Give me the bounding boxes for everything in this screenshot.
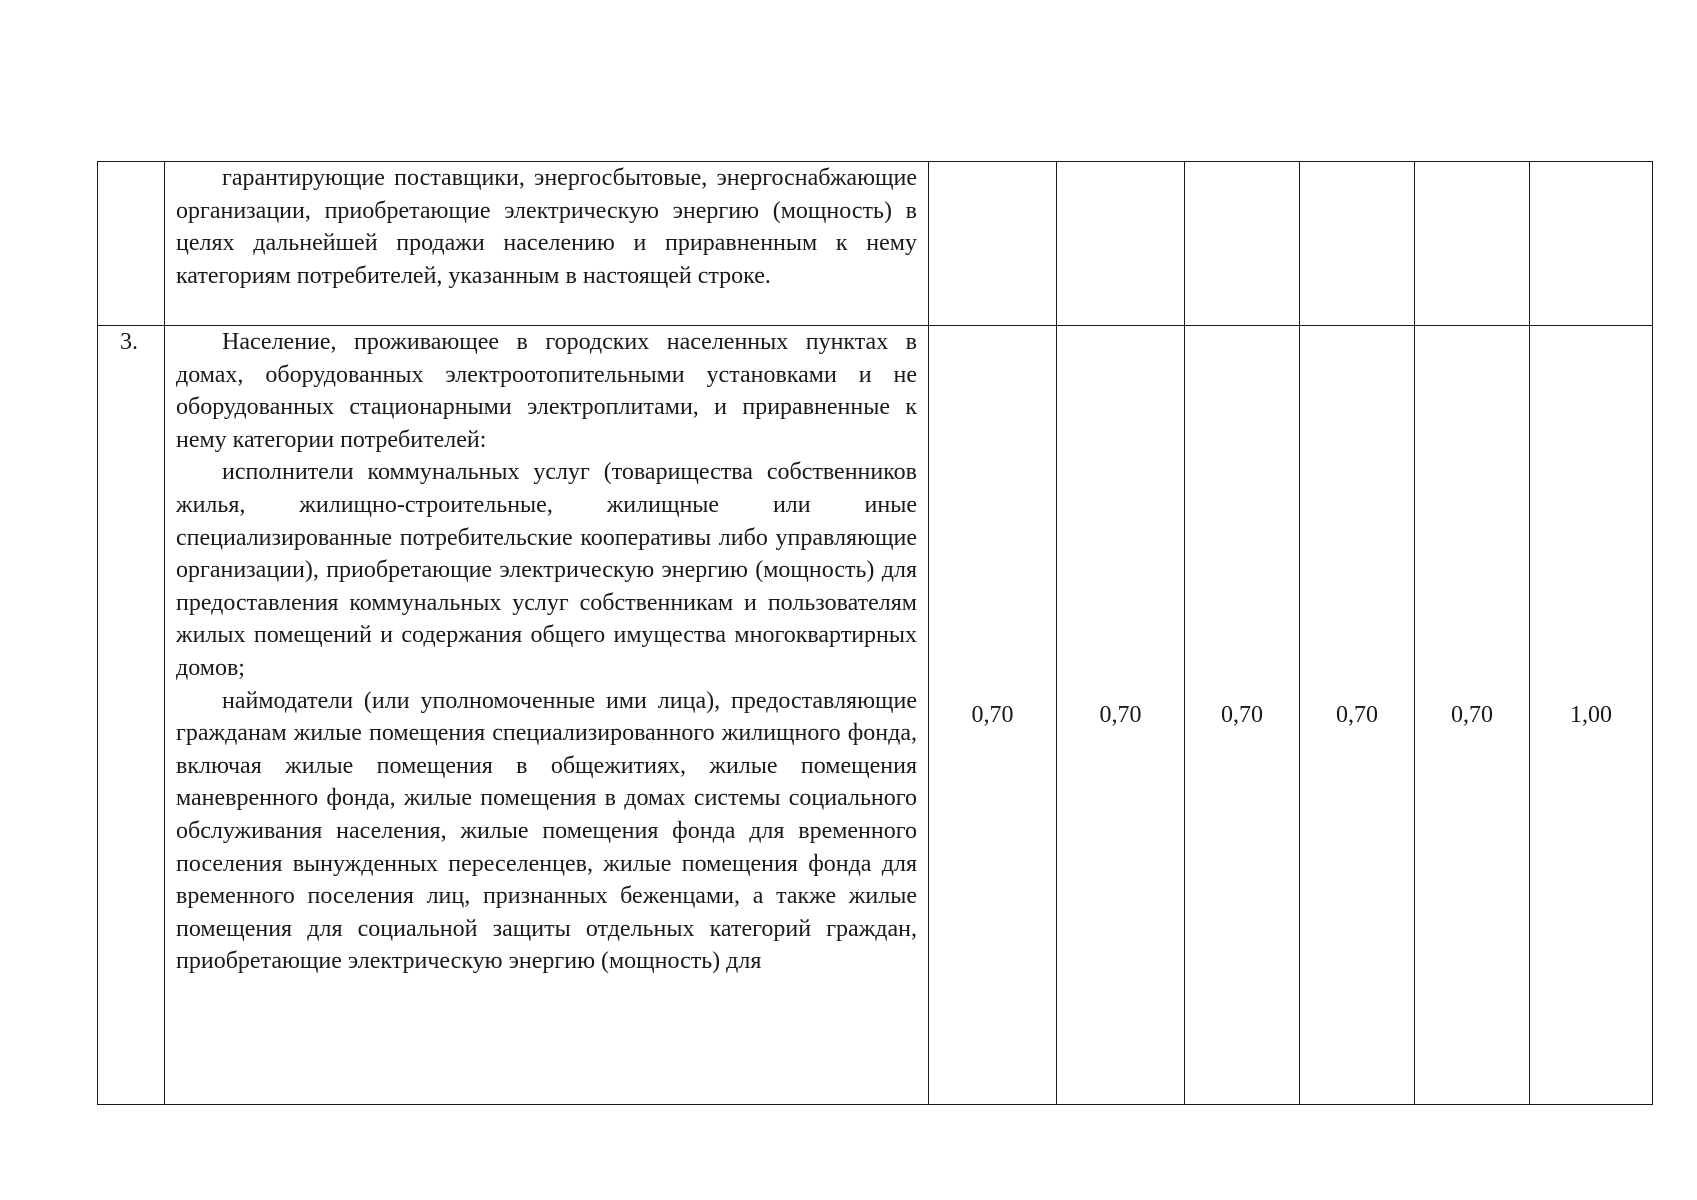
description-paragraph: гарантирующие поставщики, энергосбытовые, энергоснабжающие организации, приобретающие электрическую энергию (мощность) в целях дальнейшей продажи населению и приравненным к нему категориям потребителей, указанным в настоящей строке. (176, 165, 917, 289)
tariff-coefficient-table (97, 161, 1653, 1105)
table-row (98, 162, 1653, 326)
value-cell: 0,70 (1185, 326, 1300, 1105)
row-number-cell: 3. (98, 326, 165, 1105)
description-cell (165, 162, 929, 326)
value-cell: 0,70 (1300, 326, 1415, 1105)
value-cell: 0,70 (929, 326, 1057, 1105)
value-cell (1530, 162, 1653, 326)
description-paragraph: исполнители коммунальных услуг (товарищества собственников жилья, жилищно-строительные, жилищные или иные специализированные потребительские кооперативы либо управляющие организации), приобретающие электрическую энергию (мощность) для предоставления коммунальных услуг собственникам и пользователям жилых помещений и содержания общего имущества многоквартирных домов; (176, 459, 917, 681)
description-paragraph: Население, проживающее в городских населенных пунктах в домах, оборудованных электроотопительными установками и не оборудованных стационарными электроплитами, и приравненные к нему категории потребителей: (176, 329, 917, 453)
value-cell (1057, 162, 1185, 326)
description-paragraph: наймодатели (или уполномоченные ими лица), предоставляющие гражданам жилые помещения специализированного жилищного фонда, включая жилые помещения в общежитиях, жилые помещения маневренного фонда, жилые помещения в домах системы социального обслуживания населения, жилые помещения фонда для временного поселения вынужденных переселенцев, жилые помещения фонда для временного поселения лиц, признанных беженцами, а также жилые помещения для социальной защиты отдельных категорий граждан, приобретающие электрическую энергию (мощность) для (176, 687, 917, 975)
value-cell (929, 162, 1057, 326)
table-row (98, 326, 1653, 1105)
value-cell (1415, 162, 1530, 326)
value-cell (1185, 162, 1300, 326)
value-cell: 0,70 (1415, 326, 1530, 1105)
description-cell (165, 326, 929, 1105)
value-cell (1300, 162, 1415, 326)
row-number-cell (98, 162, 165, 326)
value-cell: 0,70 (1057, 326, 1185, 1105)
value-cell: 1,00 (1530, 326, 1653, 1105)
